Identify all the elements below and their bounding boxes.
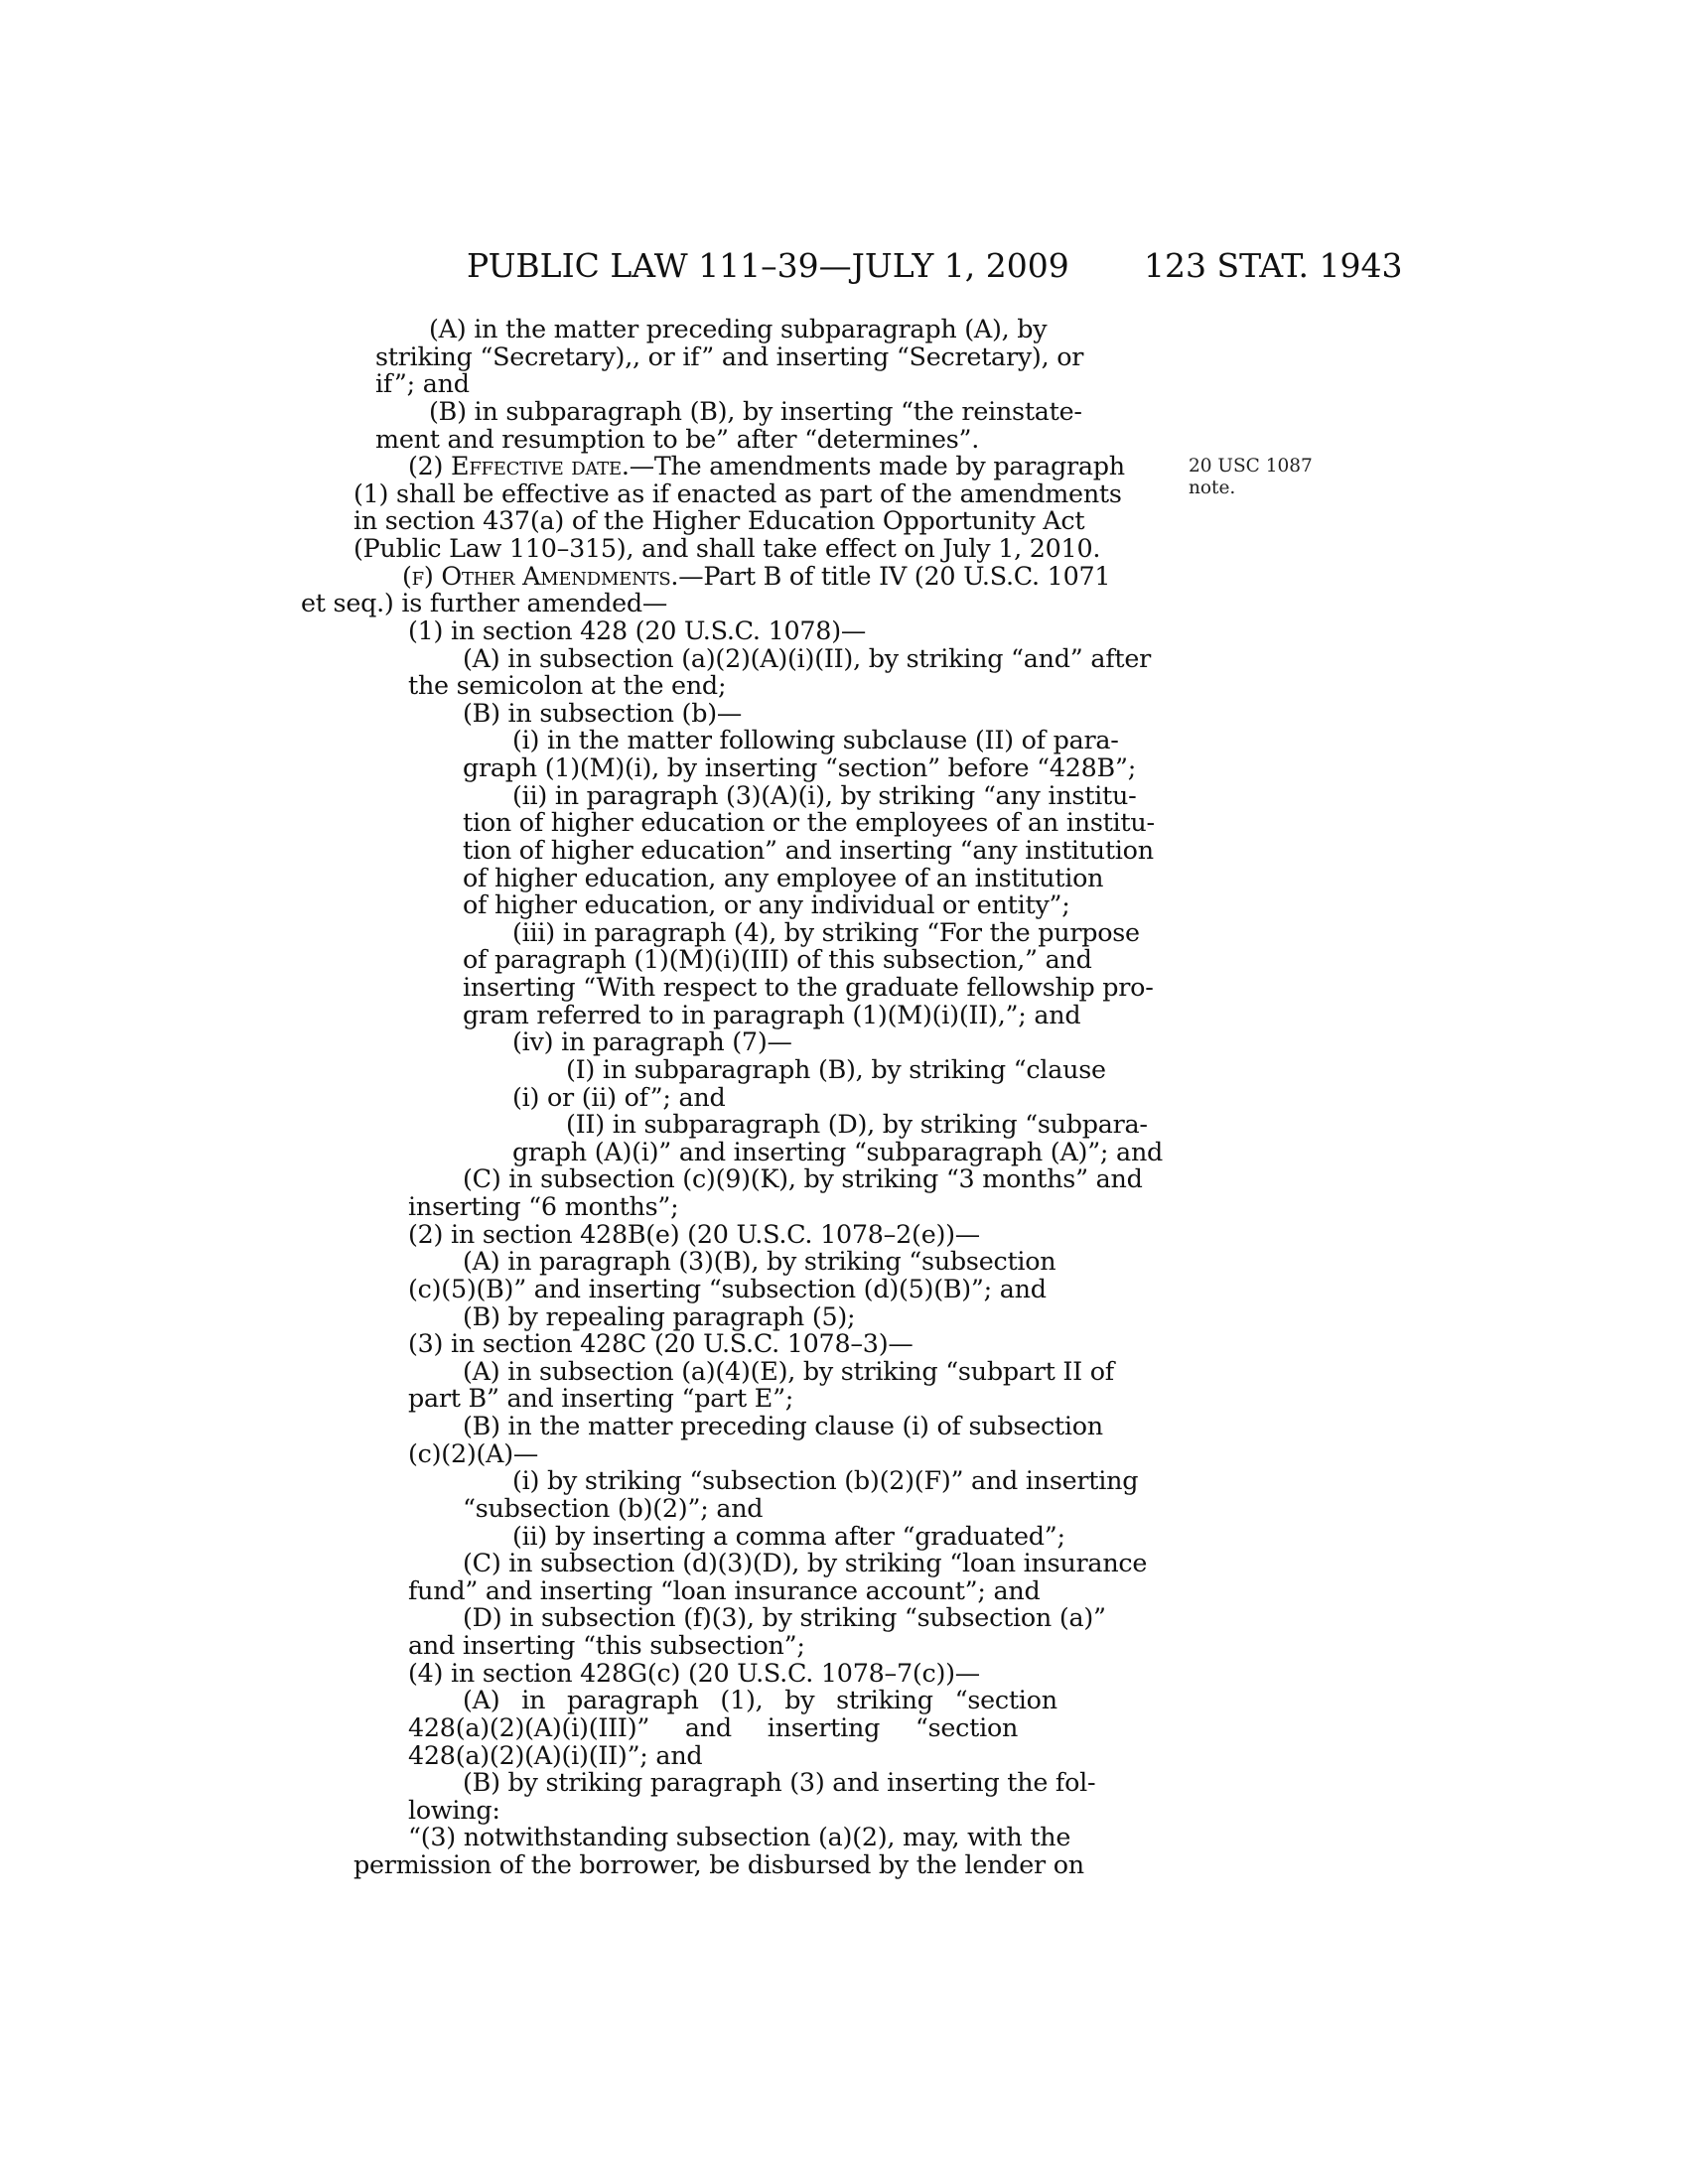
section-heading: (f) Other Amendments. xyxy=(402,560,679,591)
text-line: (i) by striking “subsection (b)(2)(F)” and inserting xyxy=(512,1465,1139,1496)
text-line: (A) in paragraph (1), by striking “section xyxy=(463,1685,1057,1715)
text-line: (B) by striking paragraph (3) and inserting the fol- xyxy=(463,1767,1096,1798)
margin-note-line: 20 USC 1087 xyxy=(1189,456,1313,477)
text-line: (ii) in paragraph (3)(A)(i), by striking “any institu- xyxy=(512,779,1137,810)
text-line: “(3) notwithstanding subsection (a)(2), may, with the xyxy=(408,1822,1071,1852)
text-line: (C) in subsection (c)(9)(K), by striking “3 months” and xyxy=(463,1163,1143,1194)
text-run: —The amendments made by paragraph xyxy=(629,451,1125,481)
text-line: (iv) in paragraph (7)— xyxy=(512,1026,792,1057)
margin-note xyxy=(1189,456,1313,499)
document-body xyxy=(293,316,1172,1879)
text-line: (B) by repealing paragraph (5); xyxy=(463,1300,856,1331)
text-line: (2) in section 428B(e) (20 U.S.C. 1078–2(e))— xyxy=(408,1218,980,1249)
text-line: (i) in the matter following subclause (II) of para- xyxy=(512,725,1119,755)
text-line: 428(a)(2)(A)(i)(III)” and inserting “section xyxy=(408,1711,1019,1742)
text-line: (3) in section 428C (20 U.S.C. 1078–3)— xyxy=(408,1328,914,1359)
text-line: striking “Secretary),, or if” and inserting “Secretary), or xyxy=(375,341,1084,371)
text-line: in section 437(a) of the Higher Education Opportunity Act xyxy=(353,505,1085,536)
text-line: gram referred to in paragraph (1)(M)(i)(II),”; and xyxy=(463,999,1081,1029)
text-line: (c)(5)(B)” and inserting “subsection (d)(5)(B)”; and xyxy=(408,1273,1047,1303)
text-line: graph (1)(M)(i), by inserting “section” before “428B”; xyxy=(463,752,1136,782)
text-line: of higher education, or any individual or entity”; xyxy=(463,889,1070,920)
text-line: et seq.) is further amended— xyxy=(301,588,668,618)
text-line: (I) in subparagraph (B), by striking “clause xyxy=(566,1053,1106,1084)
text-line: (A) in paragraph (3)(B), by striking “subsection xyxy=(463,1246,1056,1277)
text-line: “subsection (b)(2)”; and xyxy=(463,1492,764,1523)
text-line xyxy=(293,453,1172,480)
text-line: of paragraph (1)(M)(i)(III) of this subsection,” and xyxy=(463,944,1092,975)
text-line: (C) in subsection (d)(3)(D), by striking “loan insurance xyxy=(463,1548,1148,1578)
text-line xyxy=(293,560,1172,591)
text-line: of higher education, any employee of an institution xyxy=(463,862,1104,892)
text-line: (B) in the matter preceding clause (i) of subsection xyxy=(463,1411,1103,1440)
text-line: inserting “6 months”; xyxy=(408,1191,679,1221)
text-line: 428(a)(2)(A)(i)(II)”; and xyxy=(408,1739,703,1770)
text-line: (D) in subsection (f)(3), by striking “subsection (a)” xyxy=(463,1602,1106,1633)
text-line: fund” and inserting “loan insurance account”; and xyxy=(408,1574,1041,1605)
text-line: ment and resumption to be” after “determines”. xyxy=(375,423,980,454)
running-header-page-ref: 123 STAT. 1943 xyxy=(1144,246,1403,285)
text-line: if”; and xyxy=(375,368,470,399)
text-line: (B) in subsection (b)— xyxy=(463,697,742,728)
text-line: tion of higher education” and inserting “any institution xyxy=(463,834,1154,865)
running-header-title: PUBLIC LAW 111–39—JULY 1, 2009 xyxy=(467,246,1069,285)
text-line: (4) in section 428G(c) (20 U.S.C. 1078–7(c))— xyxy=(408,1657,980,1688)
text-line: inserting “With respect to the graduate fellowship pro- xyxy=(463,972,1154,1002)
text-line: graph (A)(i)” and inserting “subparagraph (A)”; and xyxy=(512,1136,1164,1166)
text-line: (c)(2)(A)— xyxy=(408,1437,539,1468)
text-line: (i) or (ii) of”; and xyxy=(512,1081,726,1112)
text-line: (Public Law 110–315), and shall take effect on July 1, 2010. xyxy=(353,533,1101,563)
margin-note-line: note. xyxy=(1189,478,1236,498)
text-line: and inserting “this subsection”; xyxy=(408,1630,805,1660)
text-line: tion of higher education or the employees of an institu- xyxy=(463,807,1155,838)
text-line: (B) in subparagraph (B), by inserting “the reinstate- xyxy=(429,395,1082,426)
text-line: (A) in the matter preceding subparagraph (A), by xyxy=(429,314,1048,343)
text-line: lowing: xyxy=(408,1794,500,1825)
text-line: (ii) by inserting a comma after “graduated”; xyxy=(512,1520,1065,1551)
text-line: permission of the borrower, be disbursed by the lender on xyxy=(353,1849,1084,1879)
text-line: (1) in section 428 (20 U.S.C. 1078)— xyxy=(408,614,866,645)
text-line: (A) in subsection (a)(4)(E), by striking “subpart II of xyxy=(463,1355,1114,1386)
text-line: part B” and inserting “part E”; xyxy=(408,1383,794,1414)
text-line: (II) in subparagraph (D), by striking “subpara- xyxy=(566,1109,1148,1140)
section-heading: (2) Effective date. xyxy=(408,451,630,481)
text-line: the semicolon at the end; xyxy=(408,670,727,701)
text-line: (1) shall be effective as if enacted as part of the amendments xyxy=(353,478,1122,508)
text-run: —Part B of title IV (20 U.S.C. 1071 xyxy=(678,560,1111,591)
text-line: (A) in subsection (a)(2)(A)(i)(II), by striking “and” after xyxy=(463,642,1151,673)
text-line: (iii) in paragraph (4), by striking “For the purpose xyxy=(512,916,1140,947)
